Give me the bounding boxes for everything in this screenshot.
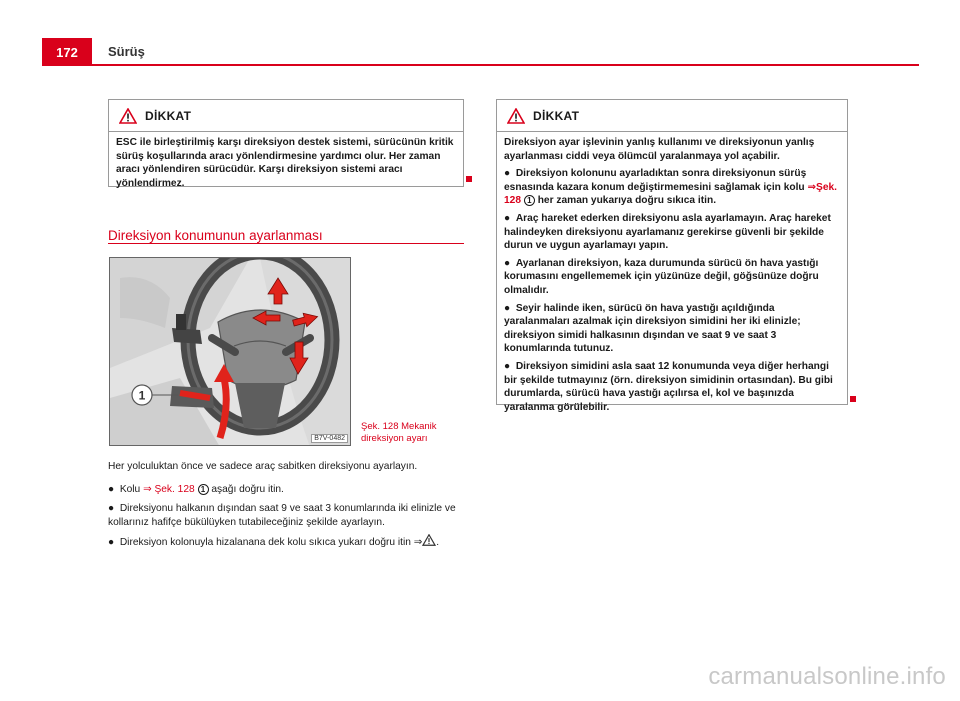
step-text: Kolu	[119, 484, 141, 495]
arrow-icon: ⇒	[807, 181, 817, 193]
warning-header	[497, 100, 847, 132]
warning-paragraph	[504, 212, 841, 253]
steering-wheel-illustration	[110, 258, 351, 446]
bullet: ●	[108, 484, 115, 495]
arrow-icon: ⇒	[413, 537, 423, 548]
ref-text: Şek. 128	[154, 484, 195, 495]
bullet: ●	[108, 537, 115, 548]
warning-box-right	[496, 99, 848, 413]
step-text: aşağı doğru itin.	[211, 484, 284, 495]
warning-text	[497, 132, 847, 424]
section-title: Direksiyon konumunun ayarlanması	[108, 228, 323, 243]
end-marker	[466, 176, 472, 182]
warning-text-part: Araç hareket ederken direksiyonu asla ayarlamayın. Araç hareket halindeyken direksiyonu ayarlamanız gerekirse güvenli bir şekilde durun ve uygun ayarlamayı yapın.	[504, 212, 831, 252]
warning-paragraph: ESC ile birleştirilmiş karşı direksiyon destek sistemi, sürücünün kritik sürüş koşullarında aracı yönlendirmesine yardımcı olur. Her zaman aracı yönlendiren sürücüdür. Karşı direksiyon sistemi aracı yönlendirmez.	[116, 137, 454, 189]
intro-text: Her yolculuktan önce ve sadece araç sabitken direksiyonu ayarlayın.	[108, 461, 418, 472]
warning-text-part: Direksiyon kolonunu ayarladıktan sonra direksiyonun sürüş esnasında kazara konum değiştirmemesini sağlamak için kolu	[504, 168, 807, 193]
steering-adjustment-figure	[109, 257, 351, 446]
ref-text: Şek. 128	[504, 181, 838, 207]
step-text: .	[436, 537, 440, 548]
bullet: ●	[504, 257, 511, 269]
warning-text-part: her zaman yukarıya doğru sıkıca itin.	[537, 195, 717, 207]
warning-text-part: Ayarlanan direksiyon, kaza durumunda sürücü ön hava yastığı korumasını engellememek için yüzünüze değil, göğsünüze doğru olmalıdır.	[504, 257, 819, 296]
header-rule	[92, 64, 919, 66]
step-3	[108, 534, 454, 550]
step-text: Direksiyon kolonuyla hizalanana dek kolu sıkıca yukarı doğru itin	[119, 537, 411, 548]
warning-title: DİKKAT	[145, 108, 192, 123]
warning-triangle-icon[interactable]	[422, 534, 436, 546]
warning-header	[109, 100, 463, 132]
chapter-title: Sürüş	[108, 44, 145, 59]
warning-paragraph	[504, 167, 841, 208]
warning-text-part: Direksiyon simidini asla saat 12 konumunda veya diğer herhangi bir şekilde tutmayınız (örn. direksiyon simidinin ortasından). Bu gibi durumlarda, sürücü hava yastığı açılırsa el, kol ve başınızda yaralanma görülebilir.	[504, 360, 833, 413]
step-1	[108, 483, 464, 497]
figure-ref-link[interactable]	[143, 484, 195, 495]
bullet: ●	[504, 212, 511, 224]
bullet: ●	[504, 302, 511, 314]
figure-code: B7V-0482	[311, 434, 348, 443]
end-marker	[850, 396, 856, 402]
callout-number: 1	[198, 484, 209, 495]
warning-paragraph	[504, 360, 841, 414]
step-2	[108, 502, 464, 529]
warning-text	[109, 132, 463, 200]
warning-paragraph: Direksiyon ayar işlevinin yanlış kullanımı ve direksiyonun yanlış ayarlanması ciddi veya ölümcül yaralanmaya yol açabilir.	[504, 137, 815, 162]
step-text: Direksiyonu halkanın dışından saat 9 ve saat 3 konumlarında iki elinizle ve kollarınız hafifçe bükülüyken tutabileceğiniz şekilde ayarlayın.	[108, 503, 456, 528]
figure-caption: Şek. 128 Mekanik direksiyon ayarı	[361, 421, 437, 444]
bullet: ●	[108, 503, 115, 514]
warning-triangle-icon	[119, 108, 137, 124]
warning-triangle-icon	[507, 108, 525, 124]
bullet: ●	[504, 360, 511, 372]
section-rule	[108, 243, 464, 244]
warning-text-part: Seyir halinde iken, sürücü ön hava yastığı açıldığında yaralanmaları azalmak için direksiyon simidini her iki elinizle; direksiyon simidi halkasının dışından ve saat 9 ve saat 3 konumlarında tutunuz.	[504, 302, 801, 355]
warning-paragraph	[504, 257, 841, 298]
figure-callout: 1	[138, 388, 146, 403]
warning-paragraph	[504, 302, 841, 356]
arrow-icon: ⇒	[143, 484, 152, 495]
warning-title: DİKKAT	[533, 108, 580, 123]
page-number: 172	[42, 38, 92, 66]
warning-box-left	[108, 99, 464, 187]
watermark: carmanualsonline.info	[708, 663, 946, 690]
callout-number: 1	[524, 195, 535, 206]
bullet: ●	[504, 168, 511, 180]
